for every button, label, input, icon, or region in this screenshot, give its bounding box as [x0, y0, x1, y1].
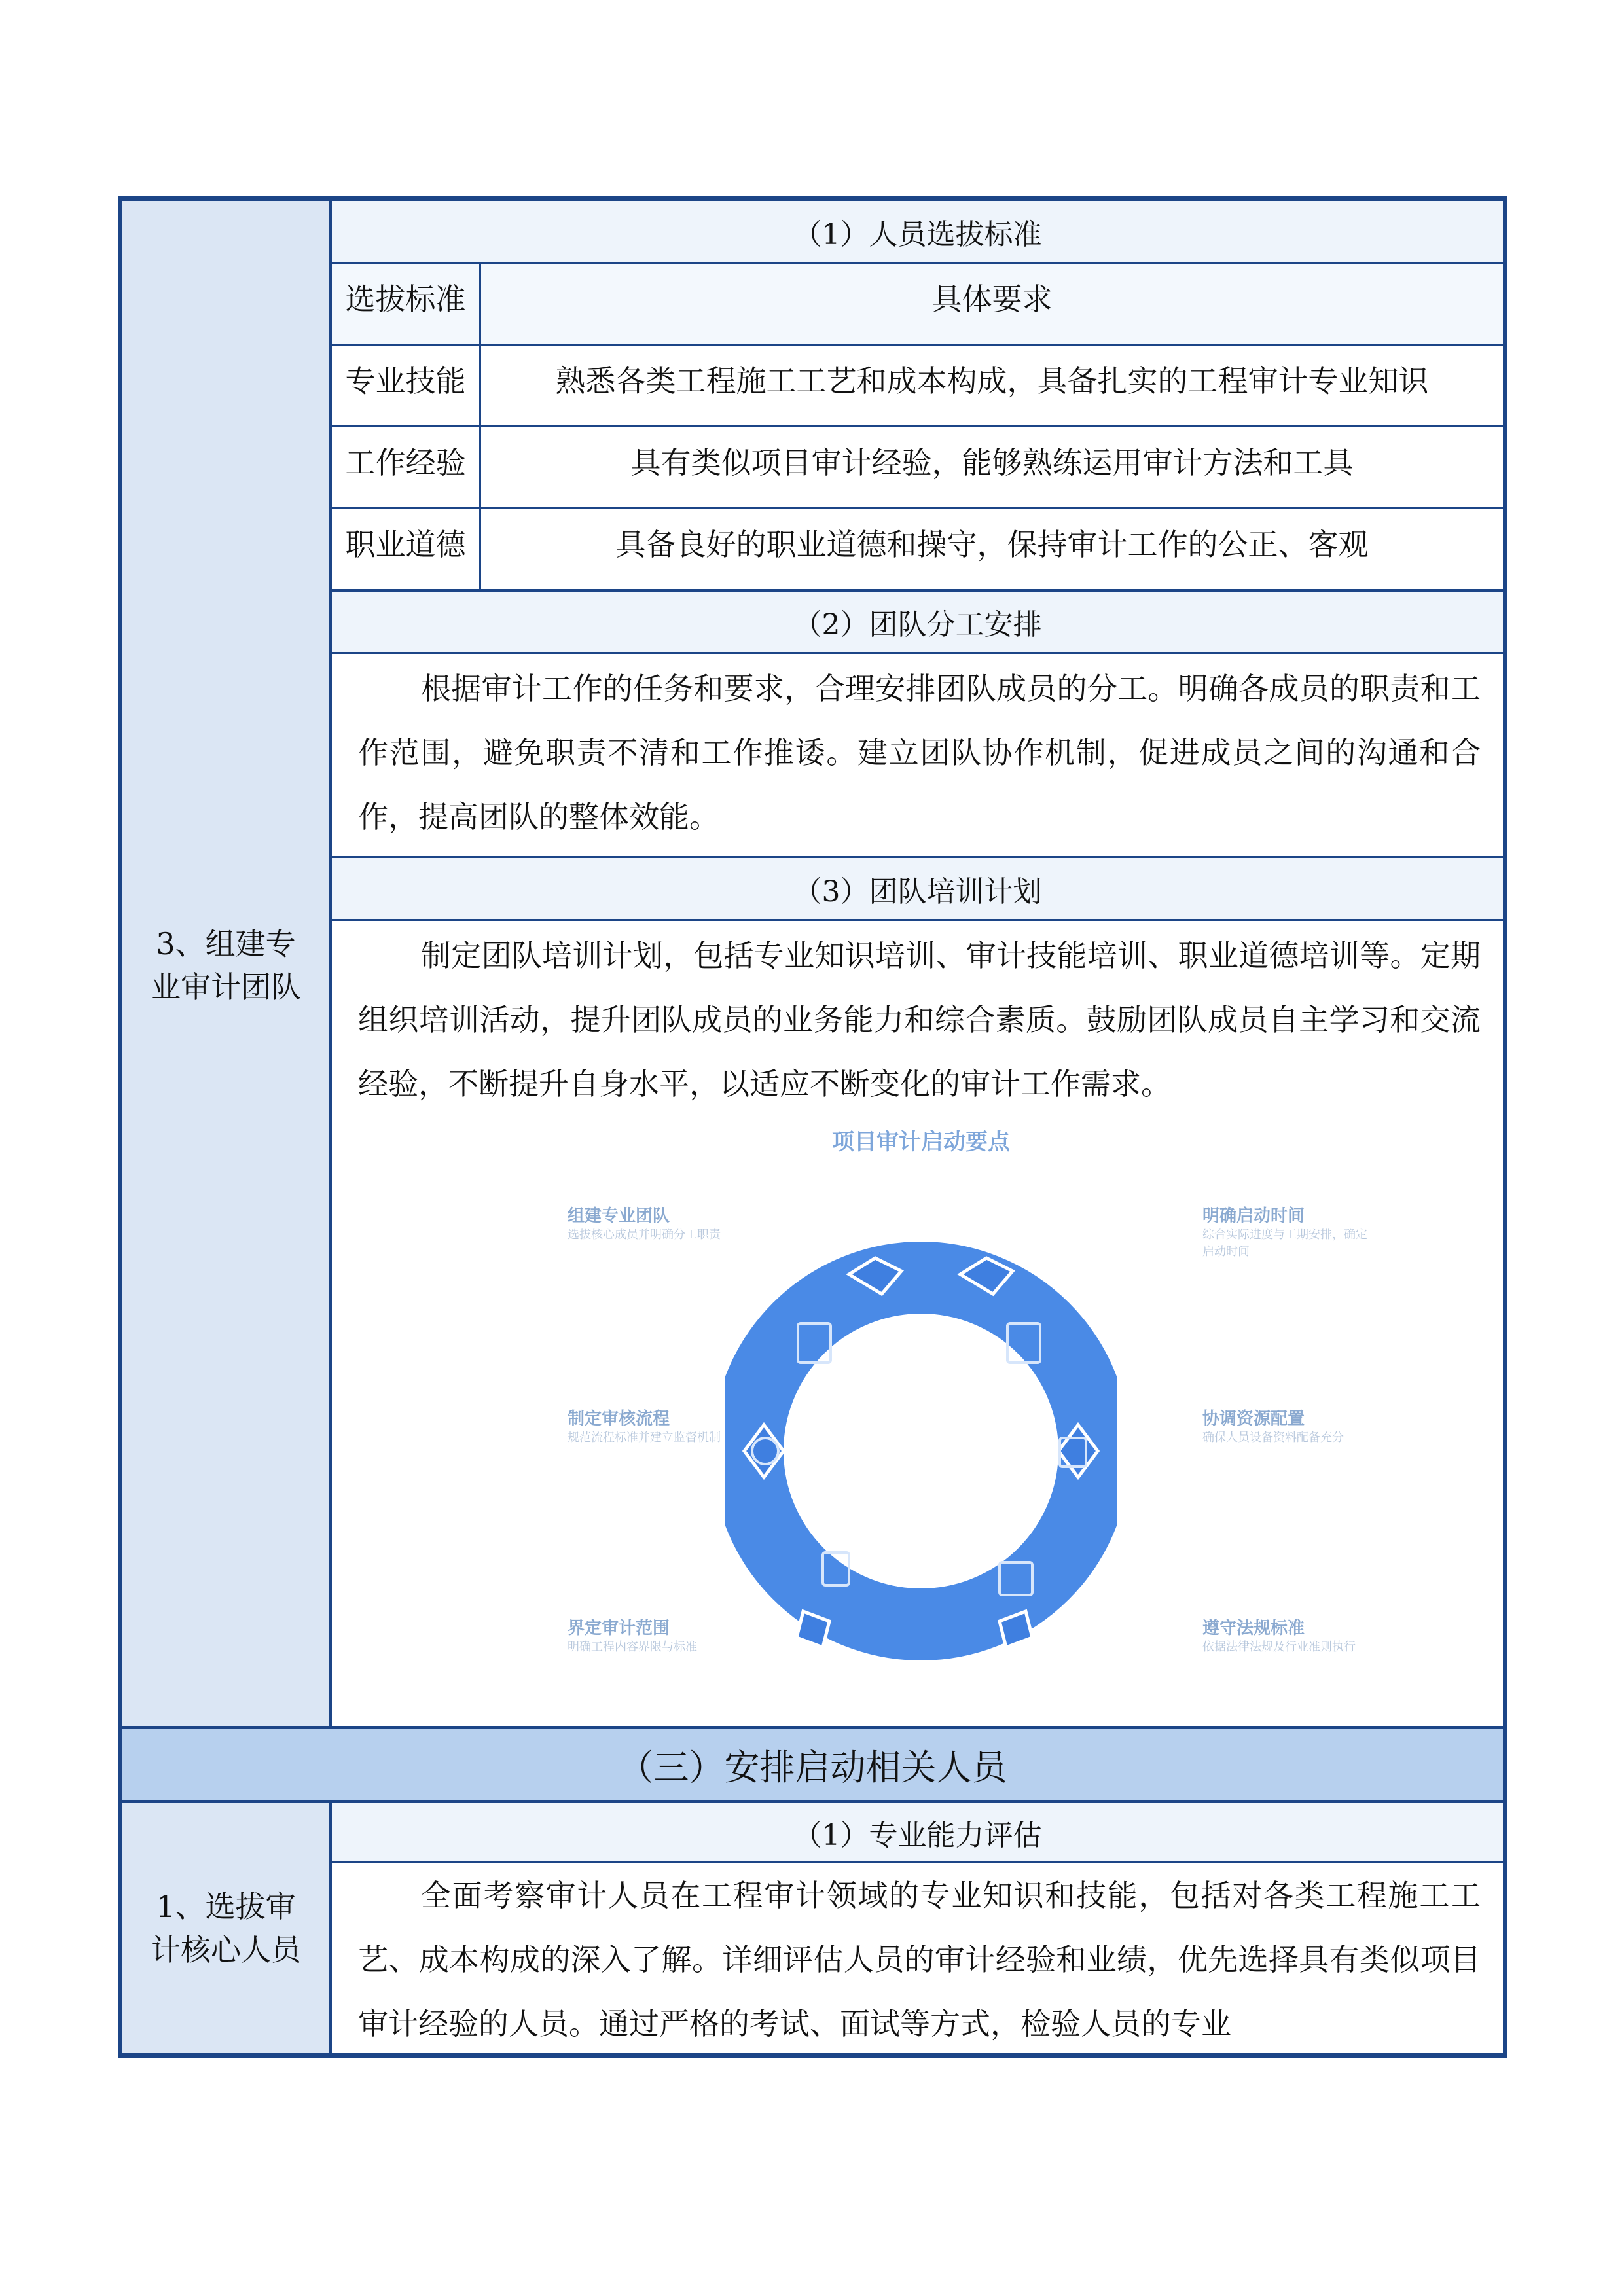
ring-band — [748, 1278, 1094, 1624]
part3-heading: （三）安排启动相关人员 — [122, 1726, 1503, 1803]
table-row — [332, 509, 1503, 591]
figure-item-label: 协调资源配置 — [1202, 1409, 1305, 1429]
figure-item — [1202, 1615, 1373, 1656]
figure-item — [568, 1615, 725, 1656]
figure-title: 项目审计启动要点 — [832, 1129, 1010, 1155]
row-requirement: 具有类似项目审计经验，能够熟练运用审计方法和工具 — [630, 445, 1354, 480]
table-row — [332, 427, 1503, 509]
row-criterion: 工作经验 — [332, 427, 481, 507]
training-title: （3）团队培训计划 — [332, 858, 1503, 921]
figure-item — [568, 1202, 725, 1244]
row-criterion: 职业道德 — [332, 509, 481, 589]
figure-item — [1202, 1405, 1373, 1446]
figure-item-desc: 明确工程内容界限与标准 — [568, 1640, 697, 1654]
core-staff-label-text: 1、选拔审计核心人员 — [151, 1889, 301, 1967]
training-text: 制定团队培训计划，包括专业知识培训、审计技能培训、职业道德培训等。定期组织培训活动，提升团队成员的业务能力和综合素质。鼓励团队成员自主学习和交流经验，不断提升自身水平，以适应不断变化的审计工作需求。 — [358, 938, 1481, 1102]
ability-title: （1）专业能力评估 — [332, 1803, 1503, 1863]
figure-item-label: 明确启动时间 — [1202, 1206, 1305, 1226]
figure-item-label: 界定审计范围 — [568, 1619, 670, 1638]
ability-cell — [332, 1863, 1503, 2053]
ability-text: 全面考察审计人员在工程审计领域的专业知识和技能，包括对各类工程施工工艺、成本构成的深入了解。详细评估人员的审计经验和业绩，优先选择具有类似项目审计经验的人员。通过严格的考试、面试等方式，检验人员的专业 — [358, 1878, 1481, 2041]
training-cell — [332, 921, 1503, 1730]
figure-item-desc: 依据法律法规及行业准则执行 — [1202, 1640, 1356, 1654]
cycle-ring — [725, 1176, 1117, 1700]
figure-item-desc: 确保人员设备资料配备充分 — [1202, 1431, 1344, 1444]
figure-item — [1202, 1202, 1373, 1261]
figure-item-label: 制定审核流程 — [568, 1409, 670, 1429]
figure-item-label: 遵守法规标准 — [1202, 1619, 1305, 1638]
figure-item-desc: 综合实际进度与工期安排，确定启动时间 — [1202, 1228, 1367, 1259]
audit-kickoff-figure — [397, 1124, 1445, 1719]
table-row — [332, 346, 1503, 427]
header-criterion: 选拔标准 — [332, 264, 481, 344]
figure-item — [568, 1405, 725, 1446]
division-title: （2）团队分工安排 — [332, 591, 1503, 654]
selection-table-header — [332, 264, 1503, 346]
division-cell — [332, 654, 1503, 858]
team-label-text: 3、组建专业审计团队 — [151, 926, 301, 1005]
selection-title: （1）人员选拔标准 — [332, 201, 1503, 264]
row-requirement: 具备良好的职业道德和操守，保持审计工作的公正、客观 — [615, 527, 1369, 562]
document-table — [118, 196, 1507, 2058]
figure-item-label: 组建专业团队 — [568, 1206, 670, 1226]
row-requirement: 熟悉各类工程施工工艺和成本构成，具备扎实的工程审计专业知识 — [555, 363, 1429, 399]
figure-item-desc: 规范流程标准并建立监督机制 — [568, 1431, 721, 1444]
team-row-label — [122, 201, 332, 1730]
core-staff-row-label — [122, 1803, 332, 2053]
figure-item-desc: 选拔核心成员并明确分工职责 — [568, 1228, 721, 1242]
row-criterion: 专业技能 — [332, 346, 481, 425]
division-text: 根据审计工作的任务和要求，合理安排团队成员的分工。明确各成员的职责和工作范围，避免职责不清和工作推诿。建立团队协作机制，促进成员之间的沟通和合作，提高团队的整体效能。 — [358, 671, 1481, 834]
header-requirement: 具体要求 — [931, 281, 1053, 317]
